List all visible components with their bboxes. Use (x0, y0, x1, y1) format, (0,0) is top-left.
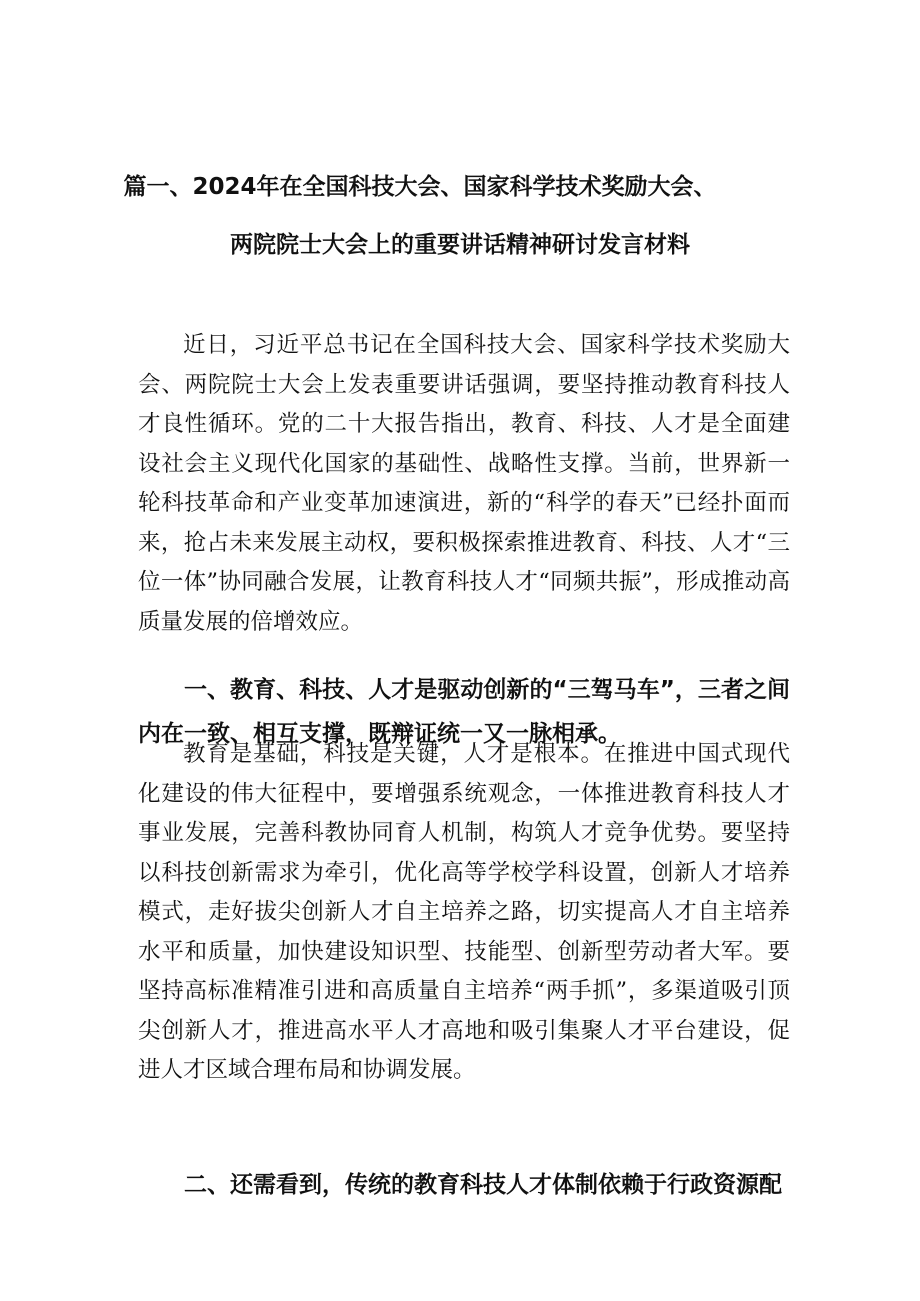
section-heading-1: 一、教育、科技、人才是驱动创新的“三驾马车”，三者之间内在一致、相互支撑，既辩证统一又一脉相承。 (138, 677, 790, 747)
intro-paragraph: 近日，习近平总书记在全国科技大会、国家科学技术奖励大会、两院院士大会上发表重要讲话强调，要坚持推动教育科技人才良性循环。党的二十大报告指出，教育、科技、人才是全面建设社会主义现代化国家的基础性、战略性支撑。当前，世界新一轮科技革命和产业变革加速演进，新的“科学的春天”已经扑面而来，抢占未来发展主动权，要积极探索推进教育、科技、人才“三位一体”协同融合发展，让教育科技人才“同频共振”，形成推动高质量发展的倍增效应。 (138, 332, 790, 635)
section-1-paragraph: 教育是基础，科技是关键，人才是根本。在推进中国式现代化建设的伟大征程中，要增强系统观念，一体推进教育科技人才事业发展，完善科教协同育人机制，构筑人才竞争优势。要坚持以科技创新需求为牵引，优化高等学校学科设置，创新人才培养模式，走好拔尖创新人才自主培养之路，切实提高人才自主培养水平和质量，加快建设知识型、技能型、创新型劳动者大军。要坚持高标准精准引进和高质量自主培养“两手抓”，多渠道吸引顶尖创新人才，推进高水平人才高地和吸引集聚人才平台建设，促进人才区域合理布局和协调发展。 (138, 741, 790, 1083)
section-heading-2: 二、还需看到，传统的教育科技人才体制依赖于行政资源配 (184, 1172, 782, 1198)
document-title-line-2: 两院院士大会上的重要讲话精神研讨发言材料 (230, 232, 690, 258)
document-title-line-1: 篇一、2024年在全国科技大会、国家科学技术奖励大会、 (123, 174, 717, 200)
